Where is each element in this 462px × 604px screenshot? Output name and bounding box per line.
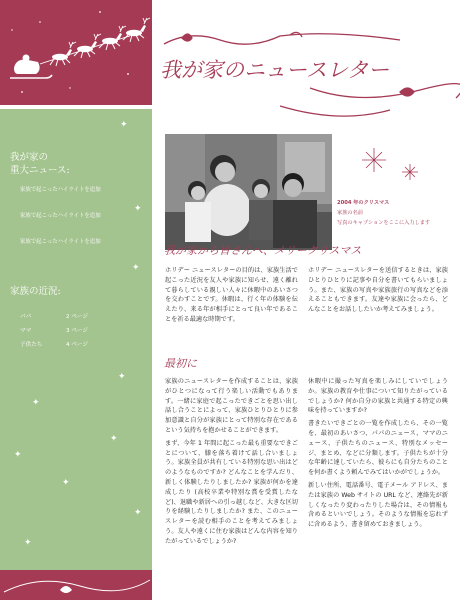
sidebar-top-band	[0, 0, 152, 105]
article-paragraph: ホリデー ニュースレターを送信するときは、家族ひとりひとりに記事や自分を書いてもらいましょう。また、家族の写真や家族旅行の写真などを添えることもできます。友達や家族に会ったら、どんなことをお話ししたいか考えてみましょう。	[308, 267, 448, 314]
article-paragraph: 書きたいできごとの一覧を作成したら、その一覧を、最初のあいさつ、パパのニュース、ママのニュース、子供たちのニュース、特別なメッセージ、まとめ、などに分類します。子供たちが十分な年齢に達していたら、彼らにも自分たちのことを何か書くよう頼んでみてはいかがでしょうか。	[308, 420, 448, 477]
sparkle-star-icon: ✦	[14, 450, 22, 460]
highlight-item: 家族で起こったハイライトを追加	[20, 187, 101, 193]
family-photo-image	[165, 134, 332, 250]
photo-caption-text: 写真のキャプションをここに入力します	[337, 220, 431, 226]
toc-row	[20, 341, 42, 349]
toc-row	[20, 313, 31, 321]
toc-page: 2 ページ	[66, 314, 89, 320]
toc-name: パパ	[20, 314, 32, 320]
toc-row	[20, 327, 31, 335]
section-heading: 最初に	[164, 357, 197, 370]
news-heading	[10, 151, 70, 177]
sparkle-star-icon: ✦	[120, 120, 128, 130]
toc-name: ママ	[20, 328, 32, 334]
photo-caption-date: 2004 年のクリスマス	[337, 200, 390, 206]
highlight-item: 家族で起こったハイライトを追加	[20, 213, 101, 219]
sparkle-star-icon: ✦	[132, 263, 140, 273]
article-column	[308, 377, 448, 533]
sleigh-reindeer-icon	[0, 0, 152, 105]
article-column	[165, 266, 298, 328]
article-paragraph: 家族のニュースレターを作成することは、家族がひとつになって行う楽しい活動でもあります。一緒に家庭で起こったできごとを思い出し話し合うことによって、家族ひとりひとりに参加意識と自分が家族にとって特別な存在であるという気持ちを抱かせることができます。	[165, 378, 298, 434]
toc-name: 子供たち	[20, 342, 43, 348]
sparkle-star-icon: ✦	[134, 204, 142, 214]
sparkle-star-icon	[354, 142, 434, 192]
sparkle-star-icon: ✦	[110, 434, 118, 444]
ornament-swirl-icon	[160, 28, 460, 138]
highlight-item: 家族で起こったハイライトを追加	[20, 239, 101, 245]
sparkle-star-icon: ✦	[134, 508, 142, 518]
article-paragraph: 休暇中に撮った写真を楽しみにしていでしょうか。家族の教育や仕事について知りたがっているでしょうか? 何か自分の家族と共通する特定の興味を持っていますか?	[308, 378, 448, 415]
toc-page: 3 ページ	[66, 328, 89, 334]
toc-page: 4 ページ	[66, 342, 89, 348]
article-paragraph: 新しい住所、電話番号、電子メール アドレス、または家族の Web サイトの URL など、連絡先が新しくなったり変わったりした場合は、その情報も含めるといいでしょう。そのような情報を忘れずに含めるよう、書き留めておきましょう。	[308, 481, 448, 529]
article-paragraph: ホリデー ニュースレターの目的は、家族生活で起こった近況を友人や家族に知らせ、遠く離れて暮らしている親しい人々に休暇中のあいさつを交わすことです。休暇は、行く年の体験を伝えたり、来る年が相手にとって良い年であることを祈る最適な時期です。	[165, 267, 298, 323]
sidebar-panel	[0, 109, 152, 570]
sparkle-star-icon: ✦	[62, 478, 70, 488]
sparkle-star-icon: ✦	[118, 372, 126, 382]
news-heading-line1: 我が家の	[10, 152, 49, 163]
ornament-swirl-icon	[0, 570, 152, 600]
sidebar-bottom-band	[0, 570, 152, 600]
sparkle-star-icon: ✦	[24, 538, 32, 548]
section-heading: 我が家から皆さんへ、メリークリスマス	[164, 244, 362, 257]
page-title: 我が家のニュースレター	[160, 58, 390, 82]
article-column	[308, 266, 448, 318]
article-paragraph: まず、今年 1 年間に起こった最も重要なできごとについて、膝を落ち着けて話し合いましょう。家族全員が共有している特別な思い出はどのようなものですか? どんなことを学んだり、新しく体験したりしましたか? 家族が何かを達成したり (高校卒業や特別な賞を受賞したなど)、退職や新居への引っ越しなど、大きな区切りを経験したりしましたか? また、このニュースレターを読む相手のことを考えてみましょう。友人や遠くに住む家族はどんな内容を知りたがっているでしょうか?	[165, 439, 298, 545]
sparkle-star-icon: ✦	[32, 398, 40, 408]
toc-heading: 家族の近況:	[10, 286, 61, 297]
family-photo	[165, 134, 332, 250]
photo-caption-names: 家族の名前	[337, 210, 363, 216]
news-heading-line2: 重大ニュース:	[10, 165, 70, 176]
article-column	[165, 377, 298, 550]
